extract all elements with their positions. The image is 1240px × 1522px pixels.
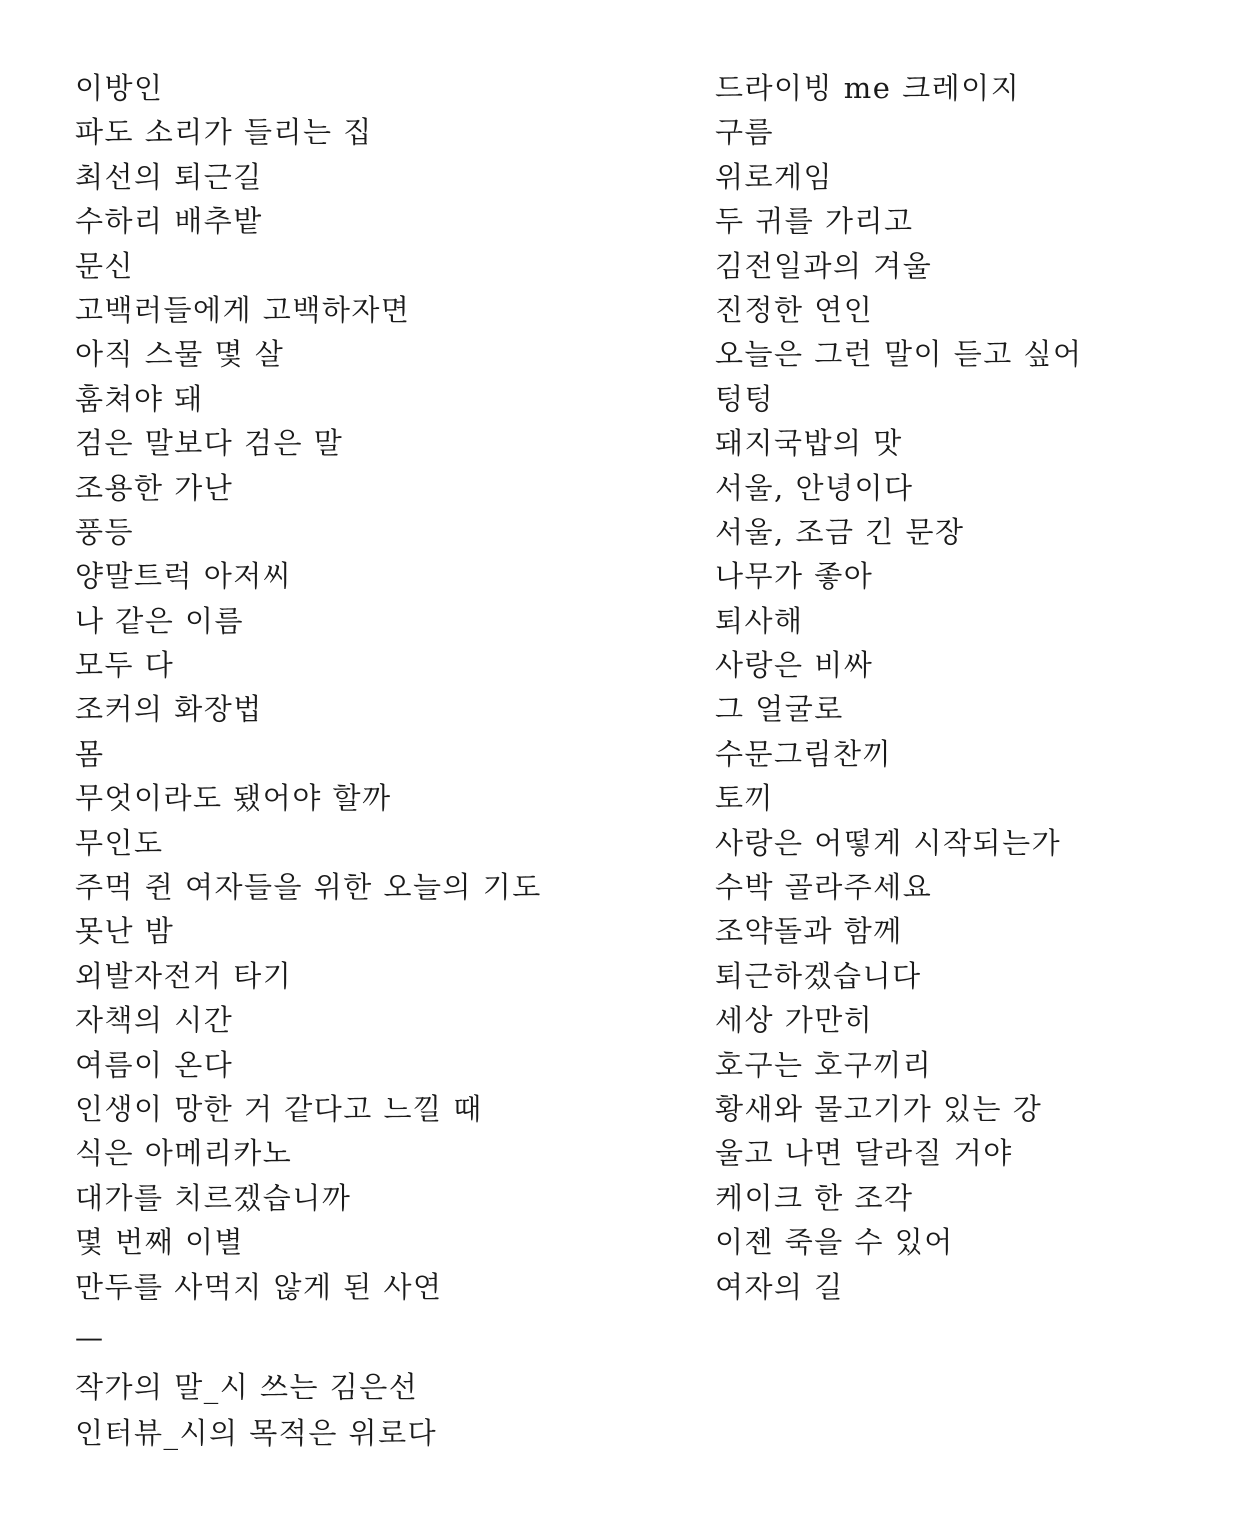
toc-entry: 그 얼굴로	[715, 692, 844, 727]
toc-left-column	[75, 66, 675, 1309]
toc-entry: 최선의 퇴근길	[75, 159, 263, 194]
toc-entry: 몸	[75, 736, 105, 771]
toc-entry: 황새와 물고기가 있는 강	[715, 1091, 1043, 1126]
toc-entry: 서울, 조금 긴 문장	[715, 514, 965, 549]
toc-entry: 수하리 배추밭	[75, 204, 263, 239]
toc-entry: 외발자전거 타기	[75, 958, 293, 993]
toc-right-column	[715, 66, 1215, 1309]
toc-entry: 문신	[75, 248, 135, 283]
toc-entry: 이방인	[75, 71, 164, 105]
toc-entry: 사랑은 어떻게 시작되는가	[715, 825, 1062, 860]
toc-entry-authors-note: 작가의 말_시 쓰는 김은선	[75, 1370, 419, 1404]
toc-entry: 서울, 안녕이다	[715, 470, 914, 505]
toc-entry: 자책의 시간	[75, 1003, 234, 1038]
toc-entry: 조커의 화장법	[75, 692, 263, 727]
toc-entry: 수박 골라주세요	[715, 870, 933, 905]
toc-entry: 파도 소리가 들리는 집	[75, 115, 373, 150]
toc-entry: 나무가 좋아	[715, 559, 874, 594]
toc-entry: 아직 스물 몇 살	[75, 337, 285, 372]
toc-entry: 주먹 쥔 여자들을 위한 오늘의 기도	[75, 870, 542, 905]
toc-entry: 양말트럭 아저씨	[75, 559, 293, 594]
toc-entry: 위로게임	[715, 159, 834, 194]
toc-entry: 검은 말보다 검은 말	[75, 426, 344, 461]
toc-entry: 모두 다	[75, 648, 175, 683]
toc-entry: 대가를 치르겠습니까	[75, 1180, 352, 1215]
toc-entry: 풍등	[75, 514, 135, 549]
toc-entry: 드라이빙 me 크레이지	[715, 71, 1021, 105]
toc-entry: 김전일과의 겨울	[715, 248, 933, 283]
toc-entry: 오늘은 그런 말이 듣고 싶어	[715, 337, 1083, 372]
toc-entry: 몇 번째 이별	[75, 1225, 245, 1260]
toc-entry: 무인도	[75, 825, 164, 860]
toc-entry: 이젠 죽을 수 있어	[715, 1225, 954, 1260]
toc-entry: 케이크 한 조각	[715, 1180, 914, 1215]
toc-entry: 진정한 연인	[715, 292, 874, 327]
separator-dash: —	[75, 1321, 103, 1354]
toc-entry: 수문그림찬끼	[715, 736, 893, 771]
toc-entry: 울고 나면 달라질 거야	[715, 1136, 1013, 1171]
toc-entry: 여름이 온다	[75, 1047, 234, 1082]
toc-entry: 못난 밤	[75, 914, 175, 949]
toc-entry: 세상 가만히	[715, 1003, 874, 1038]
toc-entry: 텅텅	[715, 381, 775, 416]
toc-entry: 구름	[715, 115, 775, 150]
toc-appendix	[75, 1318, 675, 1456]
toc-entry: 돼지국밥의 맛	[715, 426, 903, 461]
toc-entry: 나 같은 이름	[75, 603, 245, 638]
toc-entry: 훔쳐야 돼	[75, 381, 204, 416]
toc-entry: 식은 아메리카노	[75, 1136, 293, 1171]
toc-entry: 퇴근하겠습니다	[715, 958, 922, 993]
toc-entry: 토끼	[715, 781, 775, 816]
toc-entry-interview: 인터뷰_시의 목적은 위로다	[75, 1416, 438, 1450]
toc-entry: 두 귀를 가리고	[715, 204, 914, 239]
toc-entry: 만두를 사먹지 않게 된 사연	[75, 1269, 443, 1304]
toc-entry: 퇴사해	[715, 603, 804, 638]
toc-entry: 사랑은 비싸	[715, 648, 874, 683]
toc-entry: 여자의 길	[715, 1269, 844, 1304]
toc-entry: 무엇이라도 됐어야 할까	[75, 781, 392, 816]
toc-entry: 조용한 가난	[75, 470, 234, 505]
toc-entry: 호구는 호구끼리	[715, 1047, 933, 1082]
toc-entry: 조약돌과 함께	[715, 914, 903, 949]
toc-entry: 인생이 망한 거 같다고 느낄 때	[75, 1091, 483, 1126]
toc-entry: 고백러들에게 고백하자면	[75, 292, 411, 327]
